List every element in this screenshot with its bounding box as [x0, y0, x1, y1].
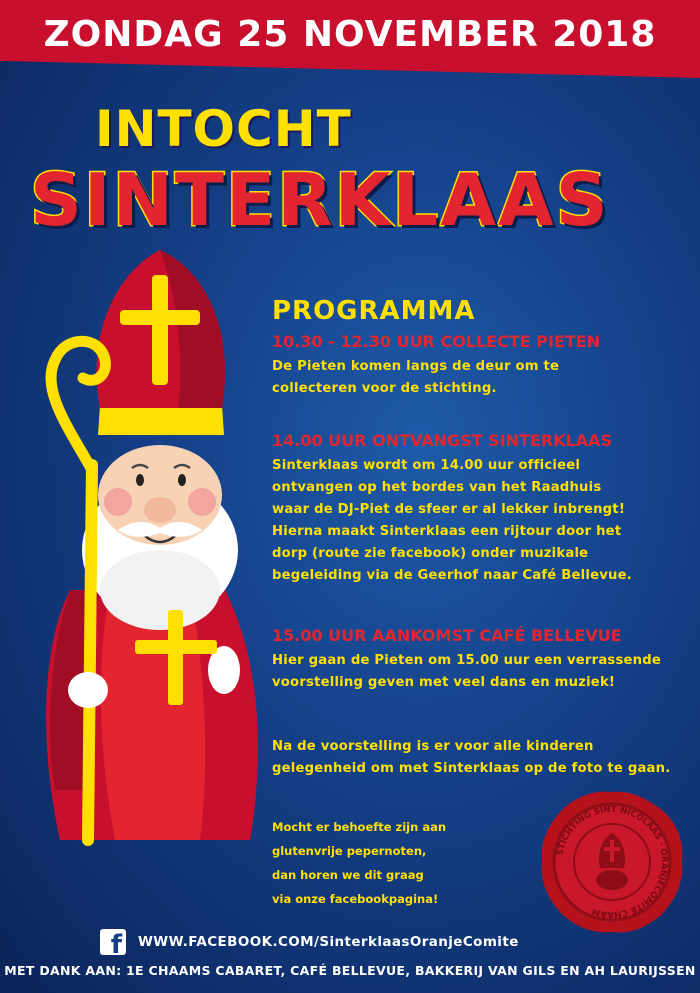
section-text [272, 455, 692, 587]
title-sinterklaas: SINTERKLAAS [30, 158, 610, 242]
section-text [272, 650, 692, 694]
program-section-foto [272, 732, 692, 780]
sinterklaas-illustration [0, 230, 270, 850]
text-line: De Pieten komen langs de deur om te [272, 359, 560, 374]
title-intocht: INTOCHT [95, 100, 352, 158]
text-line: waar de DJ-Piet de sfeer er al lekker inbrengt! [272, 502, 626, 517]
text-line: ontvangen op het bordes van het Raadhuis [272, 480, 602, 495]
note-line: glutenvrije pepernoten, [272, 844, 427, 858]
facebook-link[interactable]: WWW.FACEBOOK.COM/SinterklaasOranjeComite [138, 934, 519, 950]
text-line: Hier gaan de Pieten om 15.00 uur een verrassende [272, 653, 662, 668]
facebook-row[interactable] [100, 928, 519, 960]
facebook-icon[interactable]: f [100, 929, 126, 955]
text-line: voorstelling geven met veel dans en muziek! [272, 675, 616, 690]
section-time: 15.00 UUR AANKOMST CAFÉ BELLEVUE [272, 626, 622, 645]
note-line: dan horen we dit graag [272, 868, 424, 882]
program [272, 296, 692, 776]
program-section-aankomst [272, 626, 692, 694]
text-line: Hierna maakt Sinterklaas een rijtour door het [272, 524, 622, 539]
program-heading: PROGRAMMA [272, 296, 476, 326]
seal-text: STICHTING SINT NICOLAAS · ORANJECOMITÉ CHAAM [555, 804, 670, 920]
wax-seal [538, 788, 686, 936]
event-date: ZONDAG 25 NOVEMBER 2018 [43, 14, 657, 55]
program-section-ontvangst [272, 431, 692, 587]
note-line: Mocht er behoefte zijn aan [272, 820, 447, 834]
text-line: Na de voorstelling is er voor alle kinderen [272, 739, 594, 754]
sponsors-thanks: MET DANK AAN: 1E CHAAMS CABARET, CAFÉ BELLEVUE, BAKKERIJ VAN GILS EN AH LAURIJSSEN [4, 963, 696, 978]
program-section-collecte [272, 332, 692, 400]
section-time: 10.30 - 12.30 UUR COLLECTE PIETEN [272, 332, 601, 351]
gluten-note [272, 815, 532, 911]
text-line: gelegenheid om met Sinterklaas op de foto te gaan. [272, 761, 671, 776]
section-time: 14.00 UUR ONTVANGST SINTERKLAAS [272, 431, 613, 450]
text-line: dorp (route zie facebook) onder muzikale [272, 546, 589, 561]
section-text [272, 356, 692, 400]
text-line: begeleiding via de Geerhof naar Café Bellevue. [272, 568, 632, 583]
text-line: collecteren voor de stichting. [272, 381, 497, 396]
note-line: via onze facebookpagina! [272, 892, 439, 906]
text-line: Sinterklaas wordt om 14.00 uur officieel [272, 458, 581, 473]
section-text [272, 736, 692, 780]
